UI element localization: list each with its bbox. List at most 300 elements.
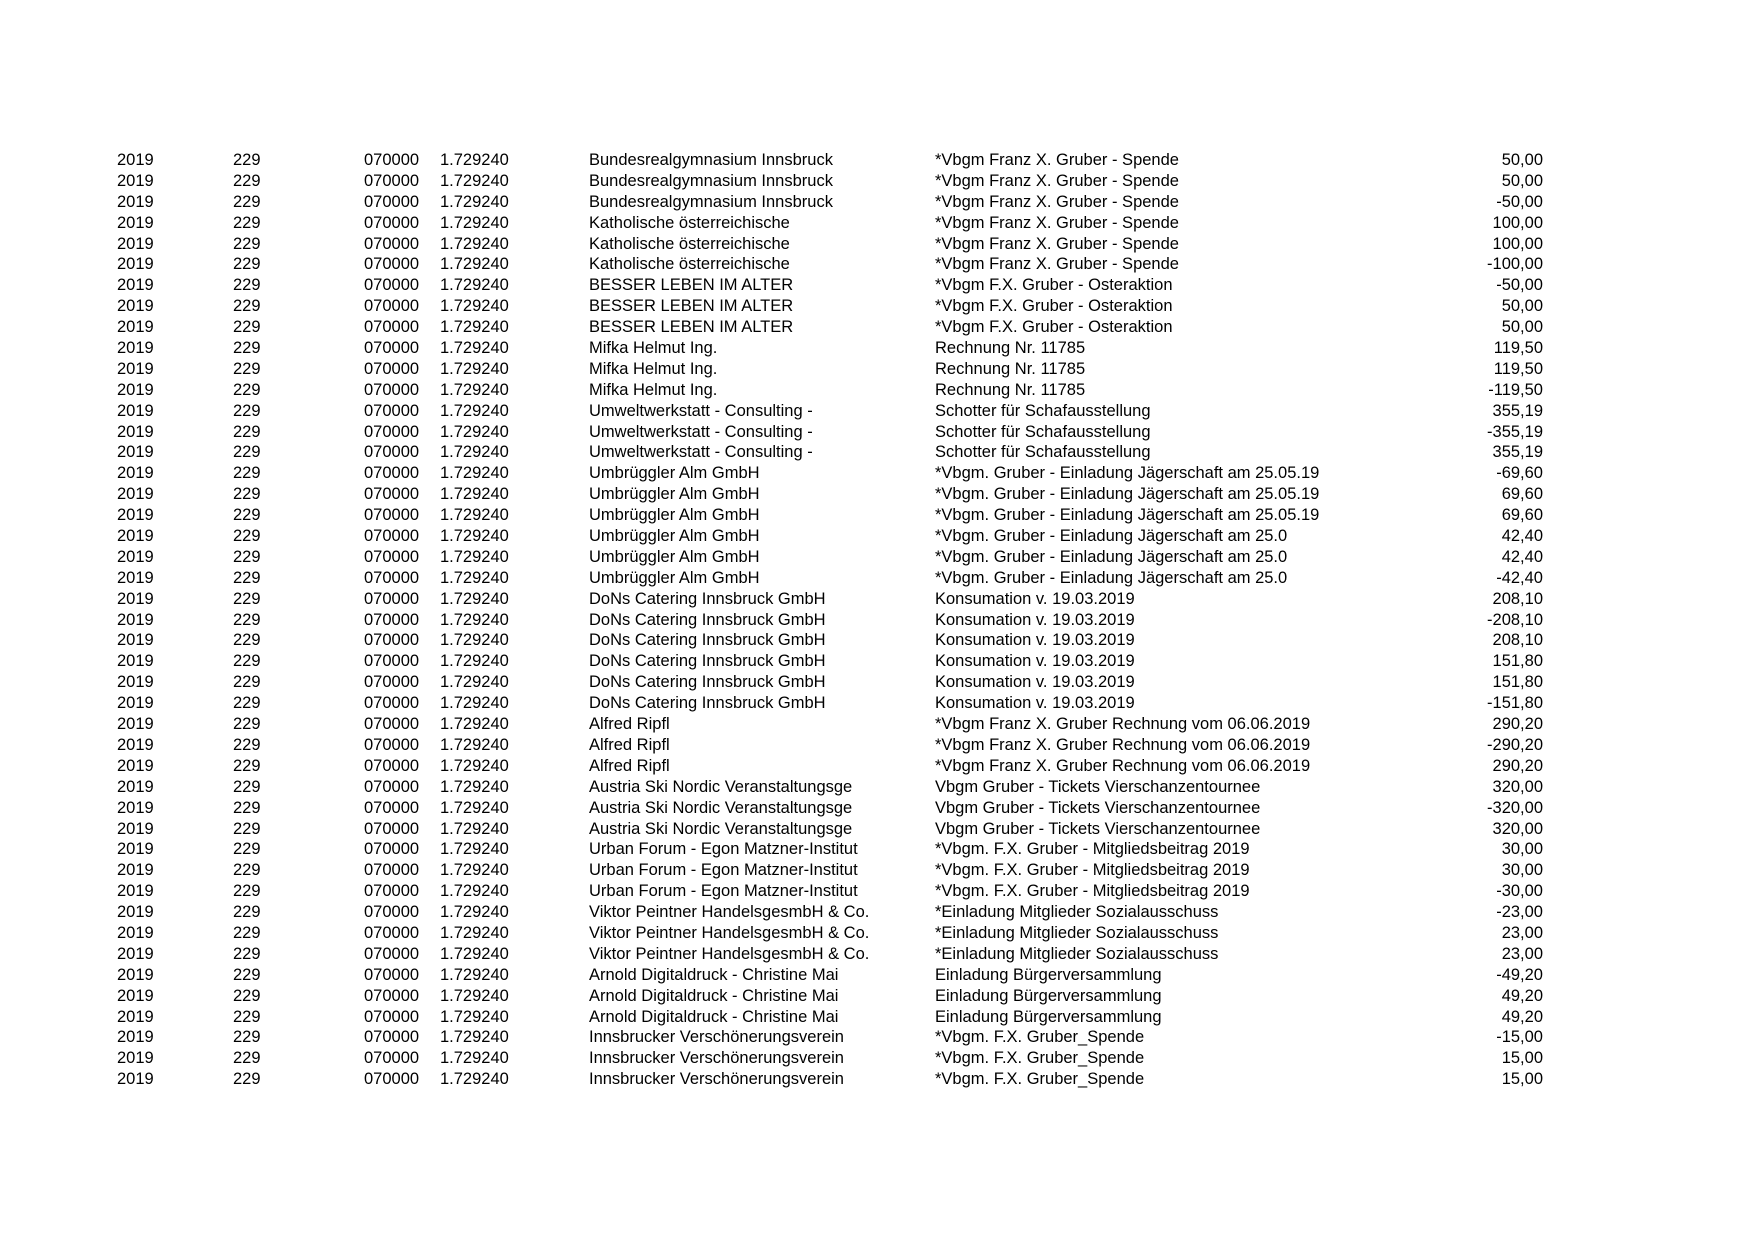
recipient-cell: Mifka Helmut Ing. xyxy=(589,339,718,358)
recipient-cell: Innsbrucker Verschönerungsverein xyxy=(589,1070,844,1089)
amount-cell: 49,20 xyxy=(1501,986,1543,1005)
reference-cell: 1.729240 xyxy=(440,965,509,984)
account-cell: 070000 xyxy=(364,151,420,169)
description-cell: *Vbgm. Gruber - Einladung Jägerschaft am 25.0 xyxy=(935,527,1288,546)
account-cell: 070000 xyxy=(364,297,420,316)
recipient-cell: Mifka Helmut Ing. xyxy=(589,359,718,378)
reference-cell: 1.729240 xyxy=(440,1007,509,1026)
code-cell: 229 xyxy=(233,318,261,337)
description-cell: Konsumation v. 19.03.2019 xyxy=(935,631,1135,650)
code-cell: 229 xyxy=(233,568,261,587)
account-cell: 070000 xyxy=(364,1028,420,1047)
code-cell: 229 xyxy=(233,339,261,358)
account-cell: 070000 xyxy=(364,715,420,734)
account-cell: 070000 xyxy=(364,631,420,650)
description-cell: Vbgm Gruber - Tickets Vierschanzentournee xyxy=(935,819,1261,838)
year-cell: 2019 xyxy=(117,443,154,462)
description-cell: *Einladung Mitglieder Sozialausschuss xyxy=(935,923,1219,942)
recipient-cell: Umbrüggler Alm GmbH xyxy=(589,485,760,504)
description-cell: *Vbgm. F.X. Gruber_Spende xyxy=(935,1028,1145,1047)
reference-cell: 1.729240 xyxy=(440,756,509,775)
amount-cell: -119,50 xyxy=(1488,380,1543,399)
description-cell: Konsumation v. 19.03.2019 xyxy=(935,589,1135,608)
amount-cell: 208,10 xyxy=(1492,589,1543,608)
amount-cell: -50,00 xyxy=(1496,276,1543,295)
recipient-cell: Arnold Digitaldruck - Christine Mai xyxy=(589,965,839,984)
recipient-cell: Arnold Digitaldruck - Christine Mai xyxy=(589,986,839,1005)
table-row xyxy=(0,150,1754,171)
reference-cell: 1.729240 xyxy=(440,422,509,441)
code-cell: 229 xyxy=(233,255,261,274)
reference-cell: 1.729240 xyxy=(440,318,509,337)
amount-cell: 100,00 xyxy=(1492,213,1543,232)
year-cell: 2019 xyxy=(117,547,154,566)
table-row xyxy=(0,714,1754,735)
description-cell: *Vbgm. F.X. Gruber - Mitgliedsbeitrag 2019 xyxy=(935,861,1250,880)
year-cell: 2019 xyxy=(117,944,154,963)
reference-cell: 1.729240 xyxy=(440,485,509,504)
description-cell: *Vbgm Franz X. Gruber - Spende xyxy=(935,213,1179,232)
amount-cell: 119,50 xyxy=(1493,359,1543,378)
description-cell: Konsumation v. 19.03.2019 xyxy=(935,610,1135,629)
code-cell: 229 xyxy=(233,443,261,462)
table-row xyxy=(0,672,1754,693)
code-cell: 229 xyxy=(233,297,261,316)
code-cell: 229 xyxy=(233,715,261,734)
recipient-cell: Arnold Digitaldruck - Christine Mai xyxy=(589,1007,839,1026)
recipient-cell: Katholische österreichische xyxy=(589,213,790,232)
description-cell: *Vbgm. F.X. Gruber_Spende xyxy=(935,1070,1145,1089)
year-cell: 2019 xyxy=(117,1070,154,1089)
table-row xyxy=(0,380,1754,401)
amount-cell: 208,10 xyxy=(1492,631,1543,650)
year-cell: 2019 xyxy=(117,151,154,169)
year-cell: 2019 xyxy=(117,819,154,838)
table-row xyxy=(0,1027,1754,1048)
description-cell: Schotter für Schafausstellung xyxy=(935,401,1151,420)
table-row xyxy=(0,693,1754,714)
description-cell: *Vbgm F.X. Gruber - Osteraktion xyxy=(935,297,1173,316)
recipient-cell: Katholische österreichische xyxy=(589,255,790,274)
reference-cell: 1.729240 xyxy=(440,861,509,880)
code-cell: 229 xyxy=(233,965,261,984)
description-cell: *Vbgm Franz X. Gruber - Spende xyxy=(935,151,1179,169)
year-cell: 2019 xyxy=(117,673,154,692)
amount-cell: 50,00 xyxy=(1501,171,1543,190)
recipient-cell: Umweltwerkstatt - Consulting - xyxy=(589,443,813,462)
reference-cell: 1.729240 xyxy=(440,882,509,901)
amount-cell: -100,00 xyxy=(1487,255,1543,274)
recipient-cell: Urban Forum - Egon Matzner-Institut xyxy=(589,882,858,901)
amount-cell: -69,60 xyxy=(1496,464,1543,483)
account-cell: 070000 xyxy=(364,1007,420,1026)
description-cell: *Vbgm. Gruber - Einladung Jägerschaft am 25.05.19 xyxy=(935,506,1320,525)
year-cell: 2019 xyxy=(117,589,154,608)
code-cell: 229 xyxy=(233,610,261,629)
table-row xyxy=(0,986,1754,1007)
code-cell: 229 xyxy=(233,652,261,671)
account-cell: 070000 xyxy=(364,527,420,546)
table-row xyxy=(0,275,1754,296)
reference-cell: 1.729240 xyxy=(440,380,509,399)
reference-cell: 1.729240 xyxy=(440,694,509,713)
code-cell: 229 xyxy=(233,882,261,901)
description-cell: Konsumation v. 19.03.2019 xyxy=(935,694,1135,713)
year-cell: 2019 xyxy=(117,380,154,399)
year-cell: 2019 xyxy=(117,568,154,587)
description-cell: Konsumation v. 19.03.2019 xyxy=(935,652,1135,671)
table-row xyxy=(0,819,1754,840)
recipient-cell: DoNs Catering Innsbruck GmbH xyxy=(589,610,826,629)
amount-cell: -208,10 xyxy=(1487,610,1543,629)
description-cell: Rechnung Nr. 11785 xyxy=(935,359,1086,378)
table-row xyxy=(0,881,1754,902)
year-cell: 2019 xyxy=(117,422,154,441)
amount-cell: -50,00 xyxy=(1496,192,1543,211)
year-cell: 2019 xyxy=(117,861,154,880)
account-cell: 070000 xyxy=(364,694,420,713)
reference-cell: 1.729240 xyxy=(440,276,509,295)
amount-cell: -15,00 xyxy=(1496,1028,1543,1047)
code-cell: 229 xyxy=(233,234,261,253)
description-cell: Einladung Bürgerversammlung xyxy=(935,1007,1162,1026)
recipient-cell: DoNs Catering Innsbruck GmbH xyxy=(589,694,826,713)
year-cell: 2019 xyxy=(117,756,154,775)
year-cell: 2019 xyxy=(117,652,154,671)
amount-cell: 290,20 xyxy=(1492,715,1543,734)
account-cell: 070000 xyxy=(364,171,420,190)
account-cell: 070000 xyxy=(364,903,420,922)
description-cell: *Vbgm Franz X. Gruber - Spende xyxy=(935,234,1179,253)
recipient-cell: Innsbrucker Verschönerungsverein xyxy=(589,1049,844,1068)
amount-cell: -49,20 xyxy=(1496,965,1543,984)
account-cell: 070000 xyxy=(364,777,420,796)
description-cell: *Vbgm. Gruber - Einladung Jägerschaft am 25.0 xyxy=(935,568,1288,587)
table-row xyxy=(0,1048,1754,1069)
reference-cell: 1.729240 xyxy=(440,234,509,253)
code-cell: 229 xyxy=(233,380,261,399)
code-cell: 229 xyxy=(233,464,261,483)
year-cell: 2019 xyxy=(117,297,154,316)
year-cell: 2019 xyxy=(117,171,154,190)
recipient-cell: Austria Ski Nordic Veranstaltungsge xyxy=(589,798,853,817)
code-cell: 229 xyxy=(233,819,261,838)
amount-cell: 42,40 xyxy=(1501,527,1543,546)
description-cell: Konsumation v. 19.03.2019 xyxy=(935,673,1135,692)
description-cell: Vbgm Gruber - Tickets Vierschanzentournee xyxy=(935,777,1261,796)
reference-cell: 1.729240 xyxy=(440,527,509,546)
recipient-cell: Urban Forum - Egon Matzner-Institut xyxy=(589,861,858,880)
amount-cell: 151,80 xyxy=(1492,652,1543,671)
code-cell: 229 xyxy=(233,506,261,525)
amount-cell: 320,00 xyxy=(1492,777,1543,796)
reference-cell: 1.729240 xyxy=(440,568,509,587)
description-cell: *Vbgm Franz X. Gruber Rechnung vom 06.06.2019 xyxy=(935,756,1311,775)
amount-cell: -355,19 xyxy=(1487,422,1543,441)
amount-cell: 100,00 xyxy=(1492,234,1543,253)
recipient-cell: BESSER LEBEN IM ALTER xyxy=(589,297,794,316)
year-cell: 2019 xyxy=(117,527,154,546)
description-cell: *Vbgm Franz X. Gruber - Spende xyxy=(935,171,1179,190)
code-cell: 229 xyxy=(233,756,261,775)
recipient-cell: DoNs Catering Innsbruck GmbH xyxy=(589,589,826,608)
account-cell: 070000 xyxy=(364,589,420,608)
reference-cell: 1.729240 xyxy=(440,673,509,692)
recipient-cell: Umbrüggler Alm GmbH xyxy=(589,506,760,525)
code-cell: 229 xyxy=(233,527,261,546)
year-cell: 2019 xyxy=(117,840,154,859)
reference-cell: 1.729240 xyxy=(440,255,509,274)
year-cell: 2019 xyxy=(117,1049,154,1068)
year-cell: 2019 xyxy=(117,506,154,525)
reference-cell: 1.729240 xyxy=(440,1049,509,1068)
amount-cell: 69,60 xyxy=(1501,485,1543,504)
table-row xyxy=(0,192,1754,213)
code-cell: 229 xyxy=(233,986,261,1005)
amount-cell: 15,00 xyxy=(1501,1049,1543,1068)
year-cell: 2019 xyxy=(117,234,154,253)
code-cell: 229 xyxy=(233,903,261,922)
reference-cell: 1.729240 xyxy=(440,735,509,754)
account-cell: 070000 xyxy=(364,318,420,337)
amount-cell: -30,00 xyxy=(1496,882,1543,901)
code-cell: 229 xyxy=(233,1049,261,1068)
recipient-cell: Bundesrealgymnasium Innsbruck xyxy=(589,171,833,190)
recipient-cell: Viktor Peintner HandelsgesmbH & Co. xyxy=(589,903,870,922)
account-cell: 070000 xyxy=(364,547,420,566)
year-cell: 2019 xyxy=(117,715,154,734)
description-cell: *Vbgm. F.X. Gruber - Mitgliedsbeitrag 2019 xyxy=(935,840,1250,859)
recipient-cell: Viktor Peintner HandelsgesmbH & Co. xyxy=(589,923,870,942)
year-cell: 2019 xyxy=(117,339,154,358)
table-row xyxy=(0,338,1754,359)
table-row xyxy=(0,651,1754,672)
code-cell: 229 xyxy=(233,422,261,441)
table-row xyxy=(0,234,1754,255)
account-cell: 070000 xyxy=(364,610,420,629)
reference-cell: 1.729240 xyxy=(440,944,509,963)
amount-cell: -42,40 xyxy=(1496,568,1543,587)
account-cell: 070000 xyxy=(364,276,420,295)
description-cell: *Vbgm Franz X. Gruber Rechnung vom 06.06.2019 xyxy=(935,735,1311,754)
description-cell: *Vbgm. F.X. Gruber_Spende xyxy=(935,1049,1145,1068)
account-cell: 070000 xyxy=(364,819,420,838)
reference-cell: 1.729240 xyxy=(440,715,509,734)
code-cell: 229 xyxy=(233,589,261,608)
recipient-cell: Umbrüggler Alm GmbH xyxy=(589,527,760,546)
account-cell: 070000 xyxy=(364,506,420,525)
account-cell: 070000 xyxy=(364,192,420,211)
reference-cell: 1.729240 xyxy=(440,192,509,211)
account-cell: 070000 xyxy=(364,255,420,274)
year-cell: 2019 xyxy=(117,694,154,713)
reference-cell: 1.729240 xyxy=(440,1028,509,1047)
description-cell: Schotter für Schafausstellung xyxy=(935,443,1151,462)
account-cell: 070000 xyxy=(364,485,420,504)
recipient-cell: Katholische österreichische xyxy=(589,234,790,253)
year-cell: 2019 xyxy=(117,255,154,274)
table-row xyxy=(0,526,1754,547)
reference-cell: 1.729240 xyxy=(440,903,509,922)
code-cell: 229 xyxy=(233,798,261,817)
table-row xyxy=(0,484,1754,505)
amount-cell: -23,00 xyxy=(1496,903,1543,922)
table-row xyxy=(0,777,1754,798)
amount-cell: 15,00 xyxy=(1501,1070,1543,1089)
code-cell: 229 xyxy=(233,485,261,504)
year-cell: 2019 xyxy=(117,485,154,504)
table-row xyxy=(0,171,1754,192)
reference-cell: 1.729240 xyxy=(440,652,509,671)
recipient-cell: Umbrüggler Alm GmbH xyxy=(589,568,760,587)
table-row xyxy=(0,422,1754,443)
recipient-cell: Mifka Helmut Ing. xyxy=(589,380,718,399)
reference-cell: 1.729240 xyxy=(440,297,509,316)
reference-cell: 1.729240 xyxy=(440,798,509,817)
year-cell: 2019 xyxy=(117,401,154,420)
reference-cell: 1.729240 xyxy=(440,986,509,1005)
code-cell: 229 xyxy=(233,735,261,754)
code-cell: 229 xyxy=(233,192,261,211)
table-row xyxy=(0,213,1754,234)
code-cell: 229 xyxy=(233,944,261,963)
recipient-cell: Umbrüggler Alm GmbH xyxy=(589,547,760,566)
account-cell: 070000 xyxy=(364,673,420,692)
table-row xyxy=(0,589,1754,610)
description-cell: Vbgm Gruber - Tickets Vierschanzentournee xyxy=(935,798,1261,817)
table-row xyxy=(0,610,1754,631)
account-cell: 070000 xyxy=(364,944,420,963)
description-cell: *Vbgm. Gruber - Einladung Jägerschaft am 25.0 xyxy=(935,547,1288,566)
account-cell: 070000 xyxy=(364,1070,420,1089)
account-cell: 070000 xyxy=(364,756,420,775)
table-row xyxy=(0,965,1754,986)
amount-cell: 50,00 xyxy=(1501,151,1543,169)
amount-cell: 290,20 xyxy=(1492,756,1543,775)
amount-cell: 49,20 xyxy=(1501,1007,1543,1026)
code-cell: 229 xyxy=(233,923,261,942)
table-row xyxy=(0,568,1754,589)
reference-cell: 1.729240 xyxy=(440,401,509,420)
year-cell: 2019 xyxy=(117,965,154,984)
table-row xyxy=(0,1007,1754,1028)
year-cell: 2019 xyxy=(117,276,154,295)
reference-cell: 1.729240 xyxy=(440,464,509,483)
table-row xyxy=(0,798,1754,819)
year-cell: 2019 xyxy=(117,882,154,901)
table-row xyxy=(0,860,1754,881)
recipient-cell: Urban Forum - Egon Matzner-Institut xyxy=(589,840,858,859)
reference-cell: 1.729240 xyxy=(440,819,509,838)
amount-cell: 23,00 xyxy=(1501,923,1543,942)
amount-cell: 151,80 xyxy=(1492,673,1543,692)
code-cell: 229 xyxy=(233,151,261,169)
account-cell: 070000 xyxy=(364,401,420,420)
account-cell: 070000 xyxy=(364,339,420,358)
code-cell: 229 xyxy=(233,631,261,650)
recipient-cell: Austria Ski Nordic Veranstaltungsge xyxy=(589,777,853,796)
amount-cell: 30,00 xyxy=(1501,840,1543,859)
table-row xyxy=(0,902,1754,923)
account-cell: 070000 xyxy=(364,882,420,901)
description-cell: *Vbgm. Gruber - Einladung Jägerschaft am 25.05.19 xyxy=(935,485,1320,504)
recipient-cell: BESSER LEBEN IM ALTER xyxy=(589,318,794,337)
year-cell: 2019 xyxy=(117,192,154,211)
code-cell: 229 xyxy=(233,276,261,295)
year-cell: 2019 xyxy=(117,986,154,1005)
year-cell: 2019 xyxy=(117,798,154,817)
code-cell: 229 xyxy=(233,777,261,796)
year-cell: 2019 xyxy=(117,923,154,942)
reference-cell: 1.729240 xyxy=(440,547,509,566)
recipient-cell: Austria Ski Nordic Veranstaltungsge xyxy=(589,819,853,838)
recipient-cell: BESSER LEBEN IM ALTER xyxy=(589,276,794,295)
description-cell: *Vbgm Franz X. Gruber - Spende xyxy=(935,255,1179,274)
description-cell: Rechnung Nr. 11785 xyxy=(935,339,1086,358)
description-cell: *Vbgm Franz X. Gruber Rechnung vom 06.06.2019 xyxy=(935,715,1311,734)
year-cell: 2019 xyxy=(117,359,154,378)
description-cell: *Einladung Mitglieder Sozialausschuss xyxy=(935,944,1219,963)
amount-cell: 50,00 xyxy=(1501,297,1543,316)
account-cell: 070000 xyxy=(364,464,420,483)
code-cell: 229 xyxy=(233,1070,261,1089)
recipient-cell: Alfred Ripfl xyxy=(589,756,670,775)
table-row xyxy=(0,401,1754,422)
recipient-cell: Bundesrealgymnasium Innsbruck xyxy=(589,151,833,169)
description-cell: *Einladung Mitglieder Sozialausschuss xyxy=(935,903,1219,922)
year-cell: 2019 xyxy=(117,903,154,922)
year-cell: 2019 xyxy=(117,610,154,629)
code-cell: 229 xyxy=(233,673,261,692)
reference-cell: 1.729240 xyxy=(440,610,509,629)
year-cell: 2019 xyxy=(117,213,154,232)
account-cell: 070000 xyxy=(364,443,420,462)
table-row xyxy=(0,944,1754,965)
description-cell: Einladung Bürgerversammlung xyxy=(935,965,1162,984)
table-row xyxy=(0,317,1754,338)
table-row xyxy=(0,505,1754,526)
year-cell: 2019 xyxy=(117,1028,154,1047)
account-cell: 070000 xyxy=(364,422,420,441)
recipient-cell: Alfred Ripfl xyxy=(589,715,670,734)
account-cell: 070000 xyxy=(364,568,420,587)
table-row xyxy=(0,839,1754,860)
ledger-table xyxy=(0,150,1754,1090)
account-cell: 070000 xyxy=(364,213,420,232)
recipient-cell: Viktor Peintner HandelsgesmbH & Co. xyxy=(589,944,870,963)
reference-cell: 1.729240 xyxy=(440,359,509,378)
amount-cell: 119,50 xyxy=(1493,339,1543,358)
code-cell: 229 xyxy=(233,401,261,420)
code-cell: 229 xyxy=(233,861,261,880)
reference-cell: 1.729240 xyxy=(440,339,509,358)
code-cell: 229 xyxy=(233,547,261,566)
account-cell: 070000 xyxy=(364,735,420,754)
year-cell: 2019 xyxy=(117,777,154,796)
account-cell: 070000 xyxy=(364,861,420,880)
amount-cell: 355,19 xyxy=(1492,401,1543,420)
code-cell: 229 xyxy=(233,359,261,378)
reference-cell: 1.729240 xyxy=(440,443,509,462)
account-cell: 070000 xyxy=(364,1049,420,1068)
reference-cell: 1.729240 xyxy=(440,213,509,232)
amount-cell: -151,80 xyxy=(1487,694,1543,713)
code-cell: 229 xyxy=(233,694,261,713)
amount-cell: 30,00 xyxy=(1501,861,1543,880)
reference-cell: 1.729240 xyxy=(440,171,509,190)
recipient-cell: Umbrüggler Alm GmbH xyxy=(589,464,760,483)
amount-cell: -320,00 xyxy=(1487,798,1543,817)
